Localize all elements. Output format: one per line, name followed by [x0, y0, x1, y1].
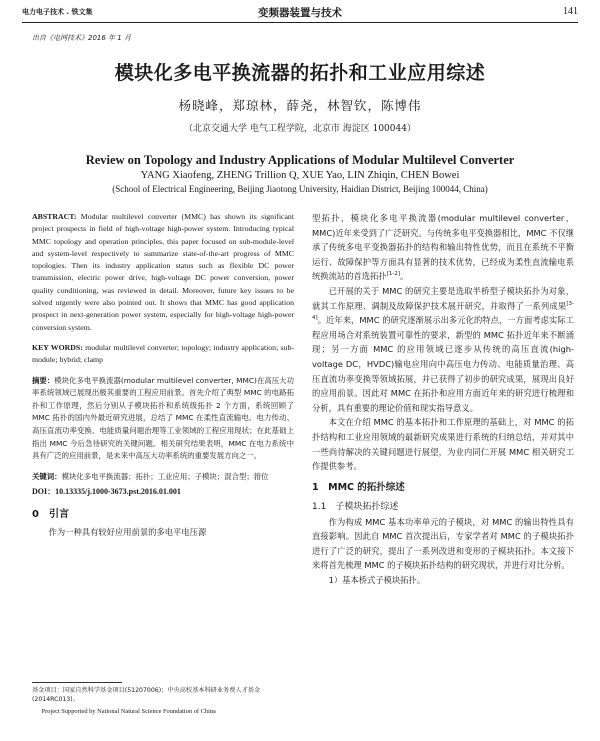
footnote-fund-zh: 基金项目：国家自然科学基金项目(51207006)；中央高校基本科研业务费人才基金(2014RC013)。 [32, 687, 261, 704]
right-column [312, 211, 574, 739]
doi: DOI：10.13335/j.1000-3673.pst.2016.01.001 [32, 487, 181, 497]
section-1-heading: 1 MMC 的拓扑综述 [312, 481, 405, 493]
left-column [32, 211, 294, 676]
abstract-zh [32, 375, 294, 463]
abstract-en-label: ABSTRACT: [32, 212, 77, 221]
keywords-en-text: modular multilevel converter; topology; industry application; sub-module; hybrid; clamp [32, 342, 294, 365]
intro-paragraph-2: 已开展的关于 MMC 的研究主要是选取半桥型子模块拓扑为对象，就其工作原理、调制及故障保护技术展开研究，并取得了一系列成果[3-4]。近年来，MMC 的研究逐渐展示出多元化的特点，一方面考虑实际工程应用场合对系统装置可靠性的要求，新型的 MMC 拓扑近年来不断涌现；另一方面 MMC 的应用领域已逐步从传统的高压直流(high-voltage DC，HVDC)输电应用向中高压电力传动、电能质量治理、高压直流功率变换等领域拓展，并已获得了初步的研究成果，展现出良好的应用前景。因此对 MMC 在拓扑和应用方面近年来的研究进行梳理和分析，具有重要的理论价值和现实指导意义。 [312, 285, 574, 413]
title-en: Review on Topology and Industry Applications of Modular Multilevel Converter [85, 153, 515, 167]
footnote-rule [32, 682, 122, 683]
authors-zh: 杨晓峰，郑琼林，薛尧，林智钦，陈博伟 [178, 98, 422, 113]
section-1-1-paragraph: 作为构成 MMC 基本功率单元的子模块，对 MMC 的输出特性具有直接影响。因此自 MMC 首次提出后，专家学者对 MMC 的子模块拓扑进行了广泛的研究，提出了一系列改进和变形的子模块拓扑。本文接下来将首先梳理 MMC 的子模块拓扑结构的研究现状，并进行对比分析。 [312, 516, 574, 571]
intro-heading: 0 引言 [32, 509, 69, 521]
keywords-zh [32, 471, 294, 484]
intro-paragraph-3: 本文在介绍 MMC 的基本拓扑和工作原理的基础上，对 MMC 的拓扑结构和工业应用领域的最新研究成果进行系统的归纳总结，并对其中一些尚待解决的关键问题进行展望，为业内同仁开展 MMC 相关研究工作提供参考。 [312, 417, 574, 472]
footnotes [32, 686, 294, 738]
affiliation-en: (School of Electrical Engineering, Beijing Jiaotong University, Haidian District, Beijing 100044, China) [112, 184, 488, 194]
intro-paragraph-continued: 型拓扑，模块化多电平换流器(modular multilevel converter，MMC)近年来受到了广泛研究。与传统多电平变换器相比，MMC 不仅继承了传统多电平变换器拓扑的结构和输出特性优势，而且在系统不平衡运行、故障保护等方面具有显著的技术优势，已经成为柔性直流输电系统换流站的首选拓扑[1-2]。 [312, 213, 574, 282]
running-title: 变频器装置与技术 [258, 7, 342, 19]
journal-section: 电力电子技术 . 铁文集 [22, 8, 93, 16]
affiliation-zh: （北京交通大学 电气工程学院，北京市 海淀区 100044） [184, 124, 416, 134]
keywords-zh-label: 关键词： [32, 471, 62, 481]
abstract-zh-label: 摘要： [32, 375, 55, 385]
footnote-fund-en: Project Supported by National Natural Science Foundation of China [41, 707, 216, 715]
keywords-en-label: KEY WORDS: [32, 342, 83, 352]
intro-paragraph-start: 作为一种具有较好应用前景的多电平电压源 [48, 527, 207, 538]
title-zh: 模块化多电平换流器的拓扑和工业应用综述 [114, 62, 486, 84]
list-item-1: 1）基本桥式子模块拓扑。 [328, 575, 426, 586]
abstract-zh-text: 模块化多电平换流器(modular multilevel converter, MMC)在高压大功率系统领域已展现出极其重要的工程应用前景。首先介绍了典型 MMC 的电路拓扑和工作原理，然后分别从子模块拓扑和系统级拓扑 2 个方面，系统回顾了 MMC 拓扑的国内外最近研究进展，总结了 MMC 在柔性直流输电、电力传动、高压直流功率变换、电能质量问题治理等工业领域的工程应用现状；在此基础上指出 MMC 今后急待研究的关键问题。相关研究结果表明，MMC 在电力系统中具有广泛的应用前景，是未来中高压大功率系统的重要发展方向之一。 [32, 375, 294, 461]
keywords-zh-text: 模块化多电平换流器；拓扑；工业应用；子模块；混合型；箝位 [61, 471, 269, 481]
source-citation: 出自《电网技术》2016 年 1 月 [32, 34, 131, 42]
authors-en: YANG Xiaofeng, ZHENG Trillion Q, XUE Yao, LIN Zhiqin, CHEN Bowei [140, 170, 460, 181]
abstract-en [32, 211, 294, 334]
running-header [22, 4, 578, 23]
section-1-1-heading: 1.1 子模块拓扑综述 [312, 501, 399, 512]
citation-ref: [1-2] [386, 271, 400, 278]
citation-ref: [3-4] [312, 300, 574, 322]
page-number: 141 [563, 6, 578, 17]
keywords-en [32, 342, 294, 367]
abstract-en-text: Modular multilevel converter (MMC) has shown its significant project prospects in field of high-voltage high-power system. Introducing typical MMC topology and operation principles, this paper focused on sub-module-level and system-level respectively to summarize state-of-the-art progress of MMC topologies. Then its industry application status such as flexible DC power transmission, electric power drive, high-voltage DC power conversion, power quality conditioning, was reviewed in detail. Moreover, future key issues to be solved urgently were also pointed out. It shows that MMC has good application prospect in next-generation power system, especially for high-voltage high-power conversion system. [32, 212, 294, 332]
